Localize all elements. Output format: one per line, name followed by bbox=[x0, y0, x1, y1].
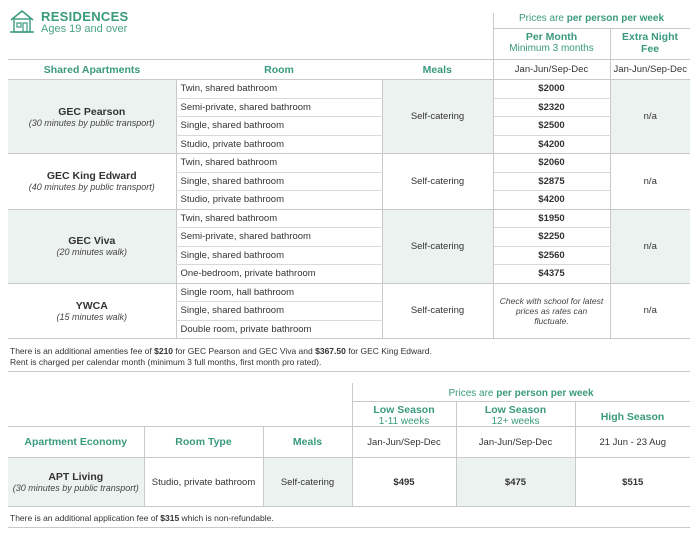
price-cell: $2000 bbox=[493, 80, 610, 99]
price-note: Check with school for latest prices as rates can fluctuate. bbox=[493, 283, 610, 339]
col-season: Jan-Jun/Sep-Dec bbox=[493, 60, 610, 80]
table-row bbox=[8, 458, 690, 507]
price-cell: $1950 bbox=[493, 209, 610, 228]
apt-price-3: $515 bbox=[575, 458, 690, 507]
apartment-table bbox=[8, 426, 690, 507]
table-row bbox=[8, 209, 690, 228]
residence-name-cell bbox=[8, 154, 176, 210]
application-fee-footnote: There is an additional application fee of $315 which is non-refundable. bbox=[10, 513, 274, 523]
room-cell: Semi-private, shared bathroom bbox=[176, 228, 382, 247]
col-season-2: Jan-Jun/Sep-Dec bbox=[456, 427, 575, 458]
apt-name-cell: APT Living (30 minutes by public transport) bbox=[8, 458, 144, 507]
residences-logo bbox=[9, 8, 35, 34]
extra-night-fee-cell: n/a bbox=[610, 283, 690, 339]
room-cell: Single room, hall bathroom bbox=[176, 283, 382, 302]
room-cell: Semi-private, shared bathroom bbox=[176, 98, 382, 117]
rent-footnote: Rent is charged per calendar month (minimum 3 full months, first month pro rated). bbox=[10, 357, 322, 367]
residence-name-cell bbox=[8, 209, 176, 283]
col-season-3: 21 Jun - 23 Aug bbox=[575, 427, 690, 458]
room-cell: Studio, private bathroom bbox=[176, 135, 382, 154]
col-room-type: Room Type bbox=[144, 427, 263, 458]
residence-travel-time: (30 minutes by public transport) bbox=[28, 117, 155, 128]
price-cell: $4375 bbox=[493, 265, 610, 284]
meals-cell: Self-catering bbox=[382, 283, 493, 339]
room-cell: One-bedroom, private bathroom bbox=[176, 265, 382, 284]
room-cell: Twin, shared bathroom bbox=[176, 154, 382, 173]
meals-cell: Self-catering bbox=[382, 154, 493, 210]
residence-travel-time: (20 minutes walk) bbox=[56, 247, 128, 257]
residence-travel-time: (15 minutes walk) bbox=[56, 311, 128, 322]
amenities-footnote: There is an additional amenties fee of $210 for GEC Pearson and GEC Viva and $367.50 for GEC King Edward. bbox=[10, 346, 432, 356]
apt-price-1: $495 bbox=[352, 458, 456, 507]
col-season-extra: Jan-Jun/Sep-Dec bbox=[610, 60, 690, 80]
top-prices-label: Prices are per person per week bbox=[518, 13, 665, 24]
page-subtitle: Ages 19 and over bbox=[41, 23, 128, 35]
room-cell: Twin, shared bathroom bbox=[176, 80, 382, 99]
apt-price-2: $475 bbox=[456, 458, 575, 507]
low-season-1-header: Low Season 1-11 weeks bbox=[373, 404, 435, 427]
low-season-2-header: Low Season 12+ weeks bbox=[484, 404, 547, 427]
table-row bbox=[8, 283, 690, 302]
room-cell: Double room, private bathroom bbox=[176, 320, 382, 339]
house-icon bbox=[9, 8, 35, 34]
room-cell: Single, shared bathroom bbox=[176, 246, 382, 265]
room-cell: Single, shared bathroom bbox=[176, 302, 382, 321]
col-meals-apt: Meals bbox=[263, 427, 352, 458]
price-cell: $2500 bbox=[493, 117, 610, 136]
col-season-1: Jan-Jun/Sep-Dec bbox=[352, 427, 456, 458]
price-cell: $2320 bbox=[493, 98, 610, 117]
apt-room-cell: Studio, private bathroom bbox=[144, 458, 263, 507]
room-cell: Single, shared bathroom bbox=[176, 172, 382, 191]
residence-name: GEC Viva bbox=[68, 235, 116, 247]
price-cell: $2560 bbox=[493, 246, 610, 265]
room-cell: Studio, private bathroom bbox=[176, 191, 382, 210]
residence-name: YWCA bbox=[75, 299, 108, 312]
residence-name: GEC King Edward bbox=[46, 170, 137, 183]
price-cell: $2060 bbox=[493, 154, 610, 173]
high-season-header: High Season bbox=[600, 411, 665, 423]
per-month-header: Per Month Minimum 3 months bbox=[509, 31, 594, 54]
extra-night-fee-cell: n/a bbox=[610, 80, 690, 154]
residence-travel-time: (40 minutes by public transport) bbox=[28, 182, 155, 193]
col-room: Room bbox=[176, 60, 382, 80]
price-cell: $2250 bbox=[493, 228, 610, 247]
apt-meals-cell: Self-catering bbox=[263, 458, 352, 507]
room-cell: Twin, shared bathroom bbox=[176, 209, 382, 228]
page-title: RESIDENCES bbox=[41, 9, 129, 24]
residence-name-cell bbox=[8, 283, 176, 339]
table-row bbox=[8, 154, 690, 173]
residence-name: GEC Pearson bbox=[58, 105, 126, 118]
col-shared-apartments: Shared Apartments bbox=[8, 60, 176, 80]
col-meals: Meals bbox=[382, 60, 493, 80]
price-cell: $4200 bbox=[493, 191, 610, 210]
room-cell: Single, shared bathroom bbox=[176, 117, 382, 136]
residence-name-cell bbox=[8, 80, 176, 154]
price-cell: $4200 bbox=[493, 135, 610, 154]
residences-table bbox=[8, 59, 690, 339]
extra-night-fee-cell: n/a bbox=[610, 209, 690, 283]
meals-cell: Self-catering bbox=[382, 209, 493, 283]
extra-night-header: Extra Night Fee bbox=[621, 31, 678, 55]
col-apartment-economy: Apartment Economy bbox=[8, 427, 144, 458]
price-cell: $2875 bbox=[493, 172, 610, 191]
extra-night-fee-cell: n/a bbox=[610, 154, 690, 210]
bottom-prices-label: Prices are per person per week bbox=[448, 388, 594, 399]
table-row bbox=[8, 80, 690, 99]
meals-cell: Self-catering bbox=[382, 80, 493, 154]
